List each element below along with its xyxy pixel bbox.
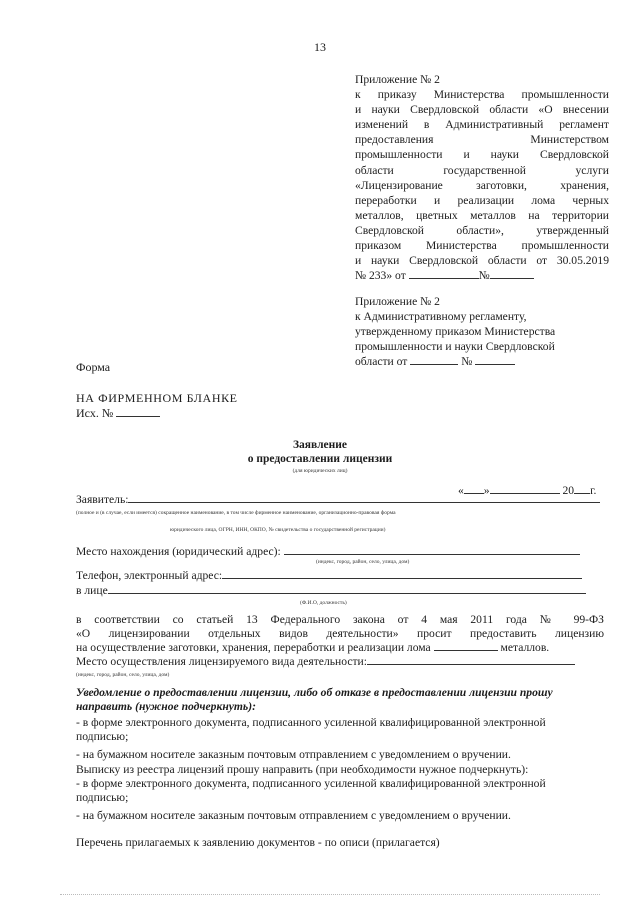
appendix-1-line: к приказу Министерства промышленности: [355, 88, 609, 102]
appendix-1-date-line: [355, 268, 609, 283]
appendix-1-line: предоставления Министерством: [355, 133, 609, 147]
phone-label: Телефон, электронный адрес:: [76, 569, 223, 582]
extract-option-paper[interactable]: - на бумажном носителе заказным почтовым отправлением с уведомлением о вручении.: [76, 809, 511, 822]
appendix-2-line: промышленности и науки Свердловской: [355, 340, 555, 354]
activity-label: Место осуществления лицензируемого вида деятельности:: [76, 655, 367, 668]
request-line-3: [76, 641, 604, 655]
notify-heading-line-1: Уведомление о предоставлении лицензии, либо об отказе в предоставлении лицензии прошу: [76, 686, 553, 699]
person-hint: (Ф.И.О, должность): [300, 600, 347, 606]
appendix-2-date-prefix: области от: [355, 355, 408, 369]
request-line: «О лицензировании отдельных видов деятельности» просит предоставить лицензию: [76, 627, 604, 640]
appendix-1-line: изменений в Административный регламент: [355, 118, 609, 132]
activity-line: [76, 655, 604, 669]
appendix-1-line: и науки Свердловской области «О внесении: [355, 103, 609, 117]
appendix-1-number-blank: [490, 269, 534, 279]
extract-line: Выписку из реестра лицензий прошу направить (при необходимости нужное подчеркнуть):: [76, 763, 529, 776]
location-field[interactable]: [284, 545, 580, 555]
extract-option-electronic[interactable]: - в форме электронного документа, подписанного усиленной квалифицированной электронной: [76, 777, 546, 790]
applicant-label: Заявитель:: [76, 493, 129, 506]
appendix-1-line: «Лицензирование заготовки, хранения,: [355, 178, 609, 192]
activity-field[interactable]: [367, 655, 575, 665]
notify-option-paper[interactable]: - на бумажном носителе заказным почтовым отправлением с уведомлением о вручении.: [76, 748, 511, 761]
request-line: в соответствии со статьей 13 Федерального закона от 4 мая 2011 года № 99-ФЗ: [76, 613, 604, 626]
appendix-1-line: приказом Министерства промышленности: [355, 239, 609, 253]
location-hint: (индекс, город, район, село, улица, дом): [316, 559, 410, 565]
form-label: Форма: [76, 360, 111, 374]
date-close-quote: »: [483, 484, 490, 497]
title-note: (для юридических лиц): [292, 468, 348, 474]
letterhead-block: [76, 391, 238, 421]
document-title: Заявление: [292, 439, 347, 451]
outgoing-number-blank[interactable]: [116, 407, 160, 417]
appendix-1-line: переработки и реализации лома черных: [355, 193, 609, 207]
appendix-1-line: области государственной услуги: [355, 163, 609, 177]
appendix-1-number-label: №: [478, 269, 490, 283]
notify-option-electronic-cont: подписью;: [76, 730, 129, 743]
appendix-2-date-blank: [410, 355, 458, 365]
date-open-quote: «: [458, 484, 464, 497]
page-number: 13: [314, 40, 326, 54]
appendix-1-line: металлов, цветных металлов на территории: [355, 208, 609, 222]
document-subtitle: о предоставлении лицензии: [247, 453, 393, 465]
letterhead-label: НА ФИРМЕННОМ БЛАНКЕ: [76, 391, 238, 405]
appendix-1-line: Свердловской области», утвержденный: [355, 223, 609, 237]
extract-option-electronic-cont: подписью;: [76, 791, 129, 804]
date-year-suffix: г.: [590, 484, 597, 497]
appendix-1-line: и науки Свердловской области от 30.05.2019: [355, 254, 609, 268]
phone-line: [76, 569, 582, 583]
page-bottom-rule: [60, 894, 600, 895]
appendix-2-line: утвержденному приказом Министерства: [355, 325, 556, 339]
outgoing-number-line: [76, 406, 238, 421]
person-line: [76, 584, 586, 598]
appendix-1-block: [355, 72, 609, 283]
applicant-line: [76, 493, 600, 507]
outgoing-number-label: Исх. №: [76, 406, 114, 420]
appendix-1-date-prefix: № 233» от: [355, 269, 406, 283]
documents-line: Перечень прилагаемых к заявлению документов - по описи (прилагается): [76, 836, 440, 849]
appendix-2-line: к Административному регламенту,: [355, 310, 527, 324]
person-field[interactable]: [108, 584, 586, 594]
appendix-2-number-label: №: [461, 355, 473, 369]
appendix-2-block: [355, 294, 615, 369]
request-paragraph: [76, 613, 604, 669]
appendix-2-number-blank: [475, 355, 515, 365]
request-line-3-suffix: металлов.: [500, 641, 550, 654]
activity-hint: (индекс, город, район, село, улица, дом): [76, 672, 170, 678]
request-line-3-prefix: на осуществление заготовки, хранения, переработки и реализации лома: [76, 641, 431, 654]
person-label: в лице: [76, 584, 108, 597]
location-line: [76, 545, 580, 559]
metal-type-field[interactable]: [434, 641, 498, 651]
notify-option-electronic[interactable]: - в форме электронного документа, подписанного усиленной квалифицированной электронной: [76, 716, 546, 729]
date-year-prefix: 20: [562, 484, 575, 497]
applicant-field[interactable]: [128, 493, 600, 503]
phone-field[interactable]: [222, 569, 582, 579]
appendix-2-date-line: [355, 354, 615, 369]
applicant-hint-1: (полное и (в случае, если имеется) сокращенное наименование, в том числе фирменное наименование, организационно-правовая форма: [76, 510, 396, 516]
appendix-2-line: Приложение № 2: [355, 295, 440, 308]
appendix-1-date-blank: [409, 269, 479, 279]
appendix-1-line: Приложение № 2: [355, 73, 440, 86]
notify-heading-line-2: направить (нужное подчеркнуть):: [76, 700, 256, 713]
location-label: Место нахождения (юридический адрес):: [76, 545, 281, 558]
applicant-hint-2: юридического лица, ОГРН, ИНН, ОКПО, № свидетельства о государственной регистрации): [170, 527, 386, 533]
appendix-1-line: промышленности и науки Свердловской: [355, 148, 609, 162]
